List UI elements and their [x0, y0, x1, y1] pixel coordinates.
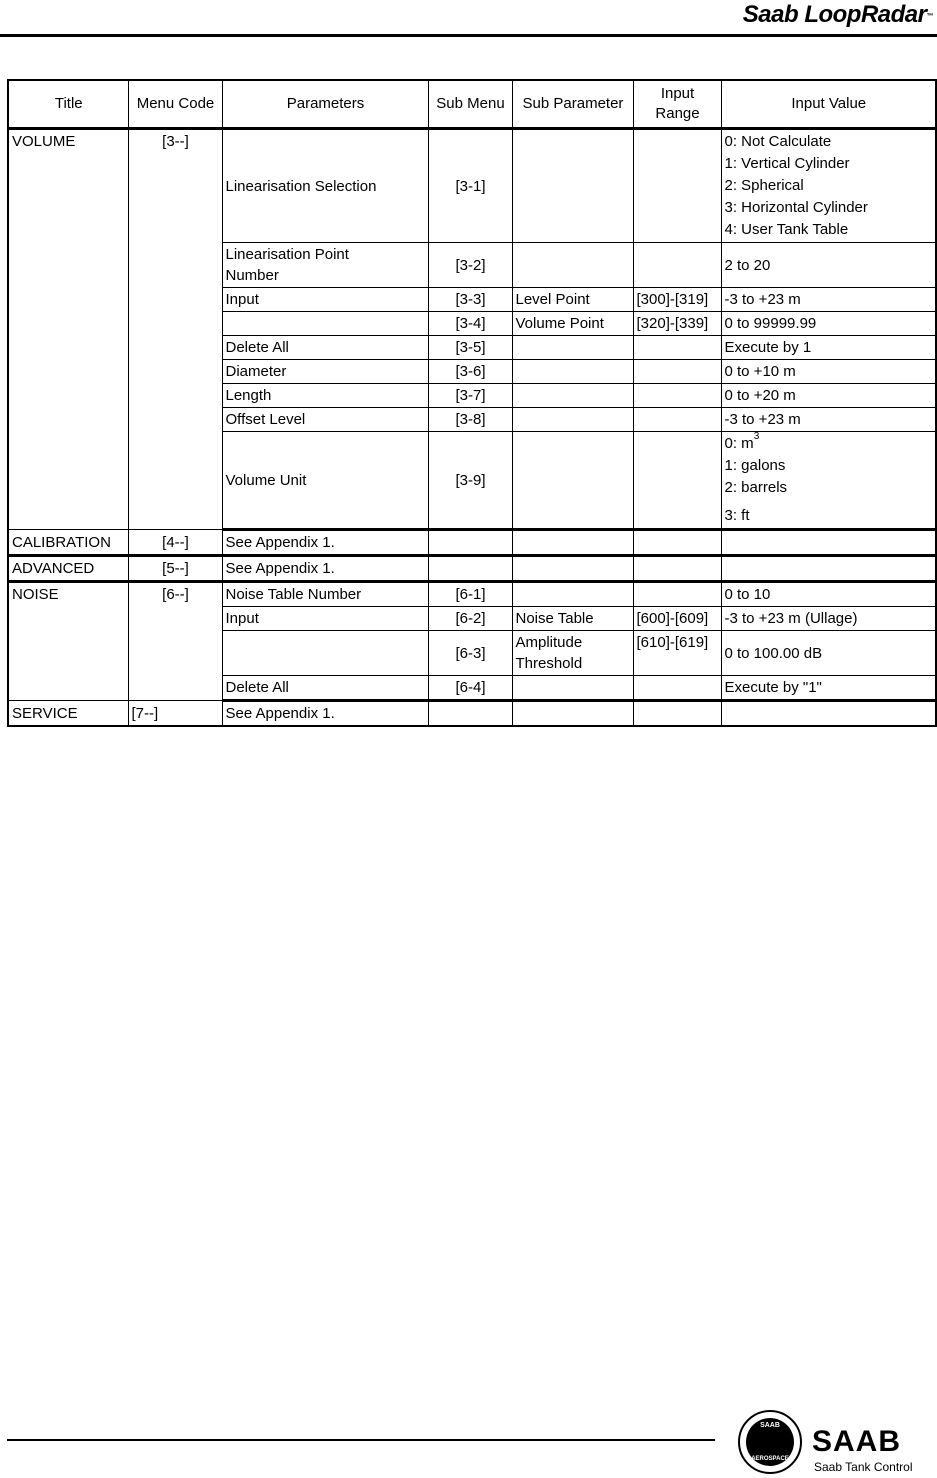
group-title-calibration: CALIBRATION — [8, 530, 128, 556]
emblem-top-text: SAAB — [760, 1422, 780, 1429]
param-cell: Diameter — [222, 360, 428, 384]
trademark-symbol: ™ — [926, 13, 933, 20]
sub-menu-cell: [3-4] — [428, 312, 512, 336]
value-option: 3: ft — [724, 507, 750, 524]
sub-param-line: Threshold — [515, 655, 583, 672]
group-title-service: SERVICE — [8, 701, 128, 727]
value-list-cell — [721, 129, 936, 243]
group-code-calibration: [4--] — [128, 530, 222, 556]
param-line: Linearisation Point — [225, 246, 349, 263]
sub-menu-cell: [3-5] — [428, 336, 512, 360]
value-cell: Execute by 1 — [721, 336, 936, 360]
range-cell — [633, 556, 721, 582]
header-input-range — [633, 80, 721, 129]
param-cell — [222, 243, 428, 288]
table-row — [8, 556, 936, 582]
range-cell — [633, 384, 721, 408]
superscript: 3 — [753, 431, 760, 442]
param-cell: See Appendix 1. — [222, 701, 428, 727]
param-cell — [222, 631, 428, 676]
header-title: Title — [8, 80, 128, 129]
sub-param-cell — [512, 432, 633, 530]
value-cell: 0 to 10 — [721, 582, 936, 607]
value-list-cell — [721, 432, 936, 530]
range-cell: [610]-[619] — [633, 631, 721, 676]
sub-menu-cell: [6-2] — [428, 607, 512, 631]
value-option: 4: User Tank Table — [724, 221, 849, 238]
value-option: 2: Spherical — [724, 177, 804, 194]
sub-param-cell: Volume Point — [512, 312, 633, 336]
sub-menu-cell: [3-3] — [428, 288, 512, 312]
value-cell: Execute by "1" — [721, 676, 936, 701]
param-line: Number — [225, 267, 279, 284]
saab-aerospace-emblem-icon — [738, 1410, 802, 1474]
value-cell — [721, 530, 936, 556]
sub-param-cell — [512, 556, 633, 582]
group-title-volume: VOLUME — [8, 129, 128, 530]
value-option: 1: galons — [724, 457, 786, 474]
group-code-noise: [6--] — [128, 582, 222, 701]
sub-menu-cell — [428, 701, 512, 727]
param-cell: Volume Unit — [222, 432, 428, 530]
sub-menu-cell: [6-3] — [428, 631, 512, 676]
param-cell — [222, 312, 428, 336]
sub-param-cell — [512, 408, 633, 432]
range-cell — [633, 582, 721, 607]
sub-param-line: Amplitude — [515, 634, 583, 651]
sub-param-cell — [512, 631, 633, 676]
group-code-service: [7--] — [128, 701, 222, 727]
range-cell — [633, 129, 721, 243]
group-code-advanced: [5--] — [128, 556, 222, 582]
param-cell: Input — [222, 288, 428, 312]
sub-param-cell — [512, 384, 633, 408]
range-cell: [600]-[609] — [633, 607, 721, 631]
table-row — [8, 582, 936, 607]
value-cell: 0 to +10 m — [721, 360, 936, 384]
sub-menu-cell: [3-2] — [428, 243, 512, 288]
sub-menu-cell: [3-1] — [428, 129, 512, 243]
value-cell: 0 to 100.00 dB — [721, 631, 936, 676]
group-title-advanced: ADVANCED — [8, 556, 128, 582]
sub-param-cell — [512, 129, 633, 243]
param-cell: See Appendix 1. — [222, 556, 428, 582]
range-cell — [633, 432, 721, 530]
header-input-range-line1: Input — [660, 85, 695, 102]
param-cell: Noise Table Number — [222, 582, 428, 607]
param-cell: Length — [222, 384, 428, 408]
value-option: 3: Horizontal Cylinder — [724, 199, 868, 216]
sub-menu-cell: [3-9] — [428, 432, 512, 530]
value-cell: -3 to +23 m — [721, 408, 936, 432]
sub-param-cell — [512, 701, 633, 727]
table-row — [8, 701, 936, 727]
param-cell: Offset Level — [222, 408, 428, 432]
table-row — [8, 530, 936, 556]
sub-menu-cell: [3-8] — [428, 408, 512, 432]
param-cell: Delete All — [222, 676, 428, 701]
header-brand-text: Saab LoopRadar — [742, 1, 927, 28]
range-cell — [633, 676, 721, 701]
sub-menu-cell — [428, 556, 512, 582]
header-sub-parameter: Sub Parameter — [512, 80, 633, 129]
range-cell — [633, 408, 721, 432]
range-cell — [633, 360, 721, 384]
emblem-bottom-text: AEROSPACE — [751, 1456, 789, 1462]
sub-menu-cell: [6-4] — [428, 676, 512, 701]
sub-param-cell: Level Point — [512, 288, 633, 312]
footer-divider — [7, 1439, 715, 1441]
header-input-range-line2: Range — [655, 105, 700, 122]
range-cell — [633, 243, 721, 288]
sub-param-cell — [512, 243, 633, 288]
header-sub-menu: Sub Menu — [428, 80, 512, 129]
value-cell — [721, 701, 936, 727]
sub-menu-cell: [3-6] — [428, 360, 512, 384]
value-option: 1: Vertical Cylinder — [724, 155, 850, 172]
sub-param-cell — [512, 336, 633, 360]
sub-param-cell — [512, 360, 633, 384]
group-title-noise: NOISE — [8, 582, 128, 701]
value-option: 0: Not Calculate — [724, 133, 832, 150]
value-cell: 0 to 99999.99 — [721, 312, 936, 336]
sub-param-cell — [512, 582, 633, 607]
range-cell — [633, 530, 721, 556]
param-cell: Delete All — [222, 336, 428, 360]
range-cell — [633, 701, 721, 727]
value-cell: -3 to +23 m — [721, 288, 936, 312]
param-cell: Linearisation Selection — [222, 129, 428, 243]
footer-brand-logo: SAAB — [812, 1425, 902, 1458]
header-brand-logo — [743, 0, 933, 30]
sub-param-cell: Noise Table — [512, 607, 633, 631]
sub-menu-cell — [428, 530, 512, 556]
table-header-row — [8, 80, 936, 129]
group-code-volume: [3--] — [128, 129, 222, 530]
range-cell: [320]-[339] — [633, 312, 721, 336]
range-cell — [633, 336, 721, 360]
value-option-text: 0: m — [724, 435, 754, 452]
value-cell: 0 to +20 m — [721, 384, 936, 408]
sub-param-cell — [512, 676, 633, 701]
menu-parameter-table — [7, 79, 937, 727]
value-cell: 2 to 20 — [721, 243, 936, 288]
sub-menu-cell: [3-7] — [428, 384, 512, 408]
header-parameters: Parameters — [222, 80, 428, 129]
header-menu-code: Menu Code — [128, 80, 222, 129]
header-divider — [0, 34, 937, 37]
footer-subtitle: Saab Tank Control — [814, 1460, 913, 1474]
header-input-value: Input Value — [721, 80, 936, 129]
value-option: 2: barrels — [724, 479, 788, 496]
value-cell: -3 to +23 m (Ullage) — [721, 607, 936, 631]
value-option — [725, 433, 934, 455]
table-row — [8, 129, 936, 243]
sub-param-cell — [512, 530, 633, 556]
value-cell — [721, 556, 936, 582]
sub-menu-cell: [6-1] — [428, 582, 512, 607]
range-cell: [300]-[319] — [633, 288, 721, 312]
param-cell: See Appendix 1. — [222, 530, 428, 556]
param-cell: Input — [222, 607, 428, 631]
